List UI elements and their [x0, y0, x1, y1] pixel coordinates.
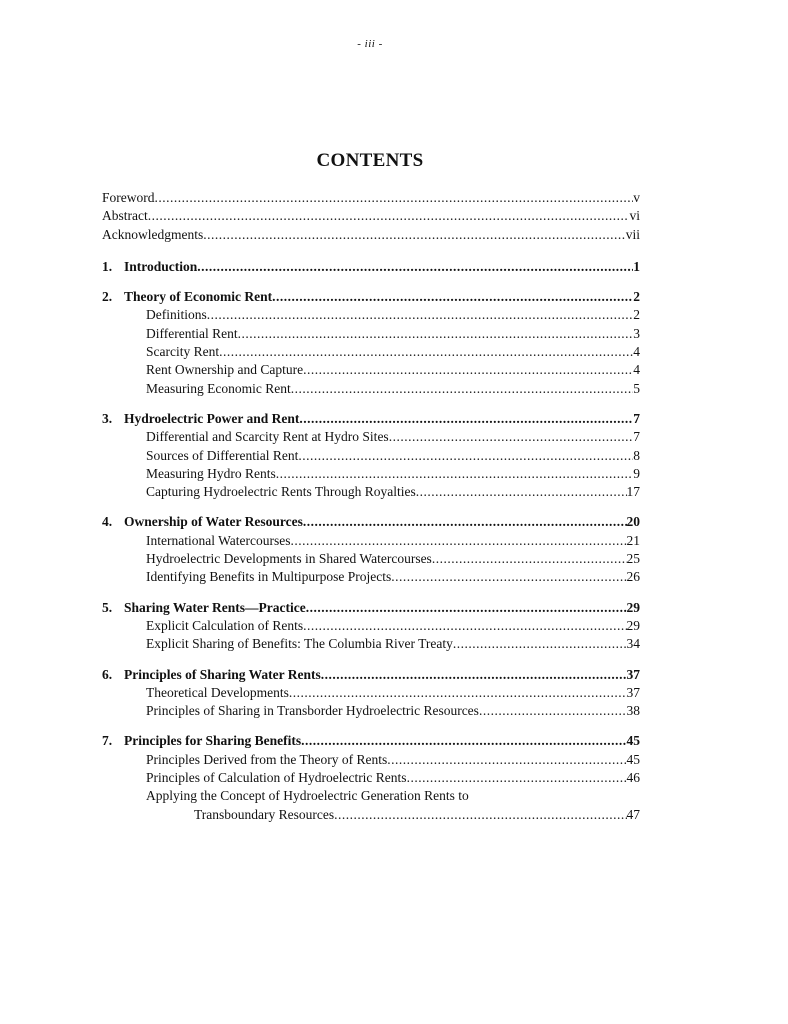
toc-section-page: 26 — [626, 569, 640, 585]
toc-chapter-title: Introduction — [124, 258, 198, 274]
toc-section-label: Measuring Economic Rent — [146, 380, 291, 396]
dot-leader — [289, 685, 627, 701]
toc-chapter-label — [102, 259, 197, 275]
toc-section-label: Theoretical Developments — [146, 684, 289, 700]
toc-section-label: Principles Derived from the Theory of Rents — [146, 751, 388, 767]
toc-section-page: 46 — [626, 770, 640, 786]
toc-section[interactable] — [102, 618, 640, 636]
toc-chapter-label — [102, 733, 301, 749]
dot-leader — [299, 411, 633, 427]
dot-leader — [238, 326, 634, 342]
toc-section-page: 3 — [633, 325, 640, 341]
toc-chapter-number: 1. — [102, 258, 113, 274]
toc-entry-page: v — [633, 190, 640, 205]
toc-section-label: Capturing Hydroelectric Rents Through Royalties — [146, 484, 416, 500]
toc-section[interactable] — [102, 484, 640, 502]
toc-section-label: Explicit Sharing of Benefits: The Columbia River Treaty — [146, 636, 453, 652]
dot-leader — [387, 752, 626, 768]
toc-chapter-title: Principles of Sharing Water Rents — [124, 666, 321, 682]
toc-chapter-2[interactable] — [102, 289, 640, 307]
toc-section[interactable] — [102, 551, 640, 569]
toc-section[interactable] — [102, 752, 640, 770]
toc-section-label: Differential and Scarcity Rent at Hydro Sites — [146, 429, 389, 445]
toc-section-page: 21 — [626, 532, 640, 548]
toc-chapter-label — [102, 667, 321, 683]
toc-section-page: 9 — [633, 465, 640, 481]
dot-leader — [306, 600, 627, 616]
toc-section-label: Measuring Hydro Rents — [146, 465, 276, 481]
toc-section-label: Explicit Calculation of Rents — [146, 617, 304, 633]
toc-section-page: 5 — [633, 380, 640, 396]
dot-leader — [148, 208, 630, 224]
toc-section[interactable] — [102, 807, 640, 825]
page-number: - iii - — [357, 38, 383, 50]
toc-section-label: Sources of Differential Rent — [146, 447, 299, 463]
toc-entry-page: vi — [629, 208, 640, 224]
toc-section-page: 47 — [626, 806, 640, 822]
toc-section-label: Hydroelectric Developments in Shared Watercourses — [146, 551, 432, 567]
dot-leader — [291, 381, 634, 397]
toc-section-label: Identifying Benefits in Multipurpose Projects — [146, 569, 392, 585]
toc-entry-page: vii — [625, 226, 640, 242]
toc-section-page: 25 — [626, 551, 640, 567]
toc-chapter-title: Theory of Economic Rent — [124, 289, 273, 305]
toc-section[interactable] — [102, 569, 640, 587]
dot-leader — [416, 484, 627, 500]
toc-section-label: Principles of Calculation of Hydroelectric Rents — [146, 770, 407, 786]
dot-leader — [298, 448, 633, 464]
dot-leader — [303, 514, 627, 530]
toc-entry-abstract[interactable] — [102, 208, 640, 226]
dot-leader — [276, 466, 634, 482]
toc-chapter-6[interactable] — [102, 667, 640, 685]
toc-section-label: Principles of Sharing in Transborder Hydroelectric Resources — [146, 703, 479, 719]
toc-chapter-title: Ownership of Water Resources — [124, 514, 303, 530]
toc-section[interactable] — [102, 362, 640, 380]
toc-chapter-number: 4. — [102, 514, 113, 530]
dot-leader — [303, 618, 626, 634]
toc-chapter-title: Principles for Sharing Benefits — [124, 733, 302, 749]
toc-section-label: Definitions — [146, 307, 207, 323]
dot-leader — [453, 636, 627, 652]
toc-section-label: International Watercourses — [146, 532, 291, 548]
toc-section[interactable] — [102, 636, 640, 654]
toc-chapter-label — [102, 514, 303, 530]
toc-section[interactable] — [102, 703, 640, 721]
toc-section-page: 38 — [626, 703, 640, 719]
toc-section[interactable] — [102, 326, 640, 344]
toc-section-page: 17 — [626, 484, 640, 500]
toc-chapter-page: 20 — [626, 514, 640, 530]
toc-section[interactable] — [102, 344, 640, 362]
toc-section-page: 29 — [626, 617, 640, 633]
toc-chapter-title: Hydroelectric Power and Rent — [124, 410, 300, 426]
toc-entry-label: Abstract — [102, 208, 148, 224]
dot-leader — [321, 667, 627, 683]
dot-leader — [407, 770, 627, 786]
toc-chapter-label — [102, 289, 272, 305]
toc-chapter-number: 7. — [102, 733, 113, 749]
toc-section[interactable] — [102, 429, 640, 447]
toc-chapter-page: 1 — [633, 258, 640, 274]
toc-section[interactable] — [102, 788, 640, 806]
toc-section[interactable] — [102, 307, 640, 325]
toc-chapter-page: 37 — [626, 666, 640, 682]
dot-leader — [301, 733, 626, 749]
toc-section-page: 4 — [633, 362, 640, 378]
toc-section[interactable] — [102, 533, 640, 551]
toc-chapter-number: 2. — [102, 289, 113, 305]
toc-chapter-page: 7 — [633, 410, 640, 426]
toc-section[interactable] — [102, 770, 640, 788]
toc-chapter-4[interactable] — [102, 514, 640, 532]
page-title: CONTENTS — [316, 150, 424, 171]
toc-chapter-page: 2 — [633, 289, 640, 305]
toc-chapter-3[interactable] — [102, 411, 640, 429]
dot-leader — [207, 307, 634, 323]
toc-chapter-5[interactable] — [102, 600, 640, 618]
toc-section[interactable] — [102, 466, 640, 484]
toc-chapter-number: 5. — [102, 599, 113, 615]
table-of-contents — [102, 190, 640, 825]
toc-chapter-number: 3. — [102, 410, 113, 426]
toc-entry-label: Acknowledgments — [102, 226, 204, 242]
dot-leader — [432, 551, 627, 567]
toc-section-label: Rent Ownership and Capture — [146, 362, 304, 378]
toc-chapter-label — [102, 411, 299, 427]
toc-chapter-7[interactable] — [102, 733, 640, 751]
dot-leader — [479, 703, 627, 719]
toc-section-label: Scarcity Rent — [146, 344, 220, 360]
toc-entry-acknowledgments[interactable] — [102, 227, 640, 245]
dot-leader — [155, 190, 634, 206]
toc-section-label: Transboundary Resources — [194, 806, 335, 822]
toc-entry-foreword[interactable] — [102, 190, 640, 208]
dot-leader — [391, 569, 626, 585]
toc-chapter-page: 29 — [626, 599, 640, 615]
toc-section[interactable] — [102, 685, 640, 703]
toc-section-page: 37 — [626, 684, 640, 700]
toc-section-page: 2 — [633, 307, 640, 323]
toc-section[interactable] — [102, 448, 640, 466]
toc-section-page: 7 — [633, 429, 640, 445]
dot-leader — [197, 259, 633, 275]
toc-chapter-number: 6. — [102, 666, 113, 682]
toc-section-page: 45 — [626, 751, 640, 767]
toc-section[interactable] — [102, 381, 640, 399]
dot-leader — [272, 289, 633, 305]
toc-section-label: Applying the Concept of Hydroelectric Generation Rents to — [146, 788, 469, 804]
dot-leader — [334, 807, 626, 823]
dot-leader — [203, 227, 626, 243]
dot-leader — [303, 362, 633, 378]
toc-section-page: 8 — [633, 447, 640, 463]
dot-leader — [290, 533, 626, 549]
dot-leader — [389, 429, 634, 445]
toc-chapter-page: 45 — [626, 733, 640, 749]
dot-leader — [219, 344, 633, 360]
toc-section-label: Differential Rent — [146, 325, 238, 341]
toc-chapter-1[interactable] — [102, 259, 640, 277]
toc-chapter-title: Sharing Water Rents—Practice — [124, 599, 306, 615]
toc-entry-label: Foreword — [102, 190, 155, 205]
toc-section-page: 34 — [626, 636, 640, 652]
toc-chapter-label — [102, 600, 306, 616]
toc-section-page: 4 — [633, 344, 640, 360]
